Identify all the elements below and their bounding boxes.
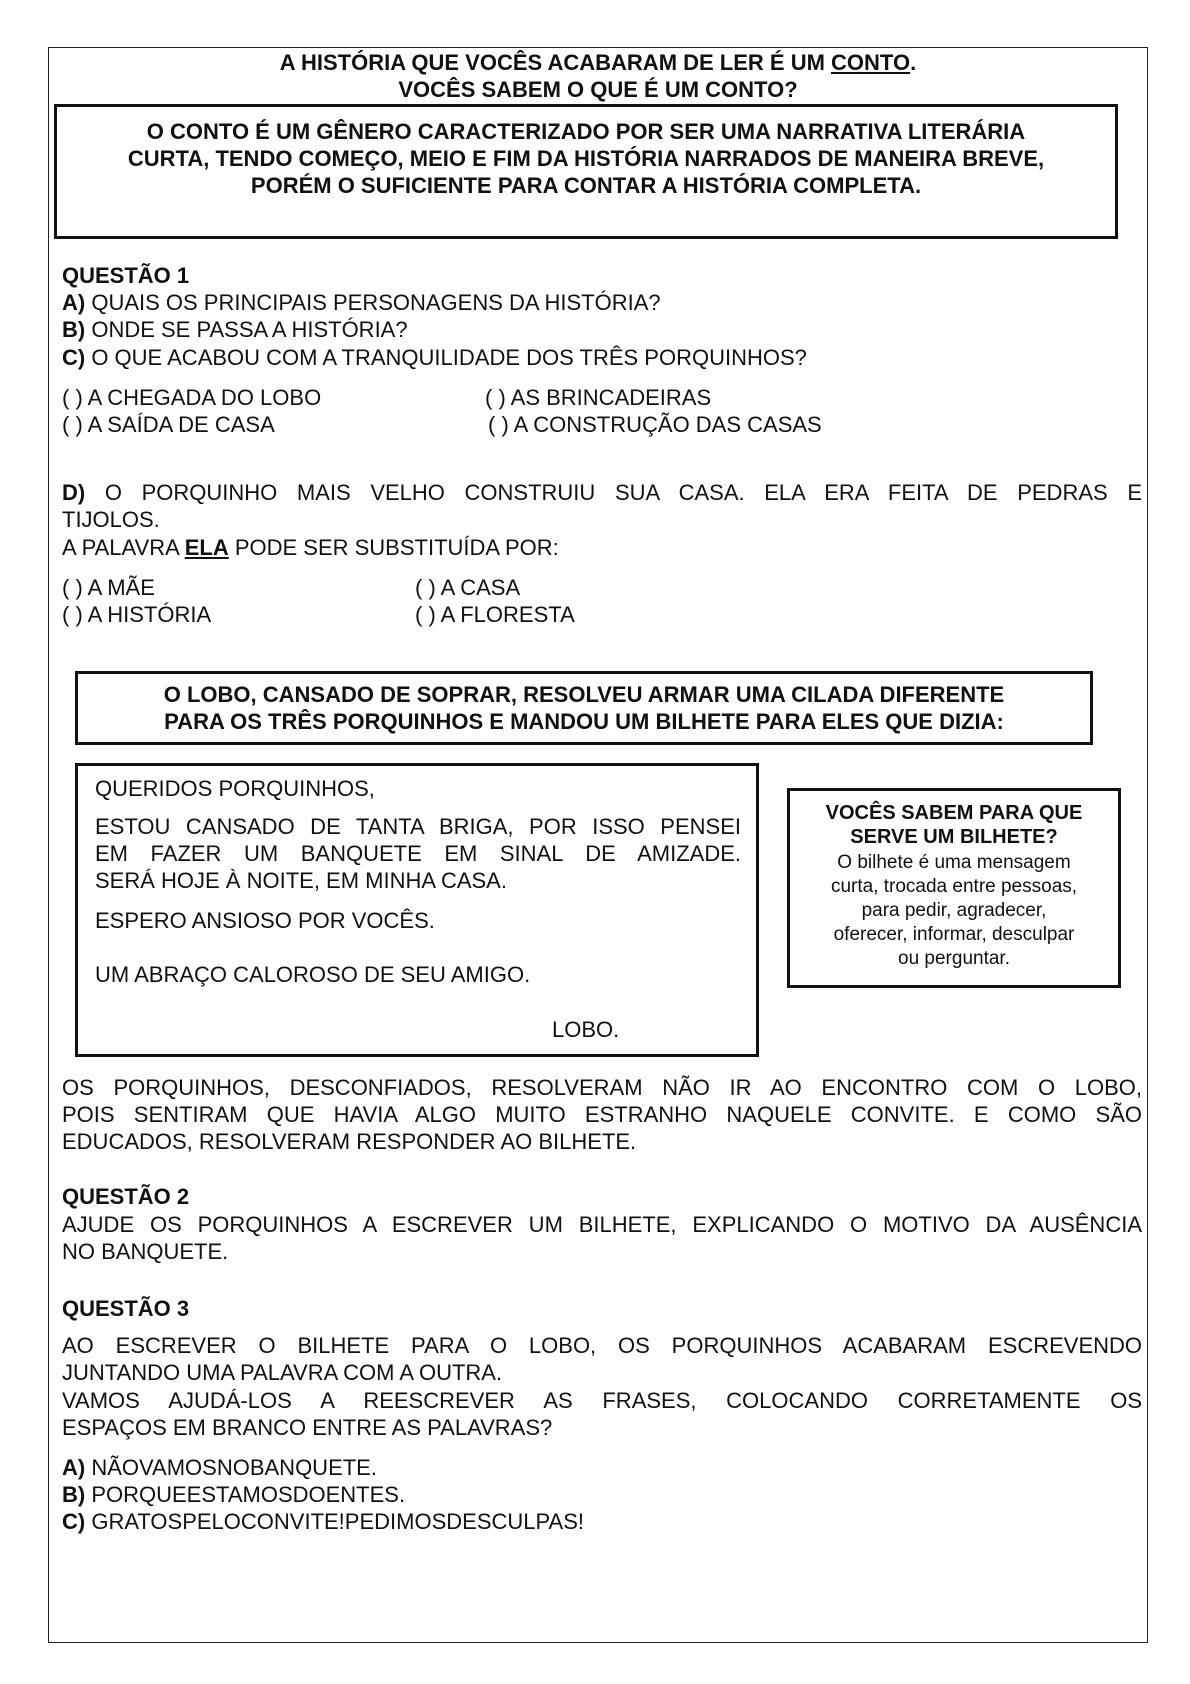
q1-option: ( ) A CONSTRUÇÃO DAS CASAS: [488, 412, 822, 437]
letter-wait: ESPERO ANSIOSO POR VOCÊS.: [95, 908, 435, 933]
q1-item-c: C) O QUE ACABOU COM A TRANQUILIDADE DOS TRÊS PORQUINHOS?: [62, 345, 807, 370]
letter-greeting: QUERIDOS PORQUINHOS,: [95, 776, 375, 801]
info-line: oferecer, informar, desculpar: [833, 924, 1075, 945]
info-title-line: VOCÊS SABEM PARA QUE: [825, 802, 1083, 824]
info-line: para pedir, agradecer,: [861, 900, 1047, 921]
q1-d-option: ( ) A HISTÓRIA: [62, 602, 212, 627]
story-paragraph-line: POIS SENTIRAM QUE HAVIA ALGO MUITO ESTRANHO NAQUELE CONVITE. E COMO SÃO: [62, 1102, 1142, 1127]
info-line: ou perguntar.: [898, 948, 1010, 969]
definition-box: [54, 104, 1118, 239]
q1-item-b: B) ONDE SE PASSA A HISTÓRIA?: [62, 317, 408, 342]
q1-item-d-line1: D) O PORQUINHO MAIS VELHO CONSTRUIU SUA CASA. ELA ERA FEITA DE PEDRAS E: [62, 480, 1142, 505]
q1-option: ( ) AS BRINCADEIRAS: [485, 385, 712, 410]
q1-item-d-line2: TIJOLOS.: [62, 507, 160, 532]
q1-d-option: ( ) A MÃE: [62, 575, 155, 600]
letter-signature: LOBO.: [552, 1017, 620, 1042]
q1-title: QUESTÃO 1: [62, 263, 190, 288]
q2-line: NO BANQUETE.: [62, 1239, 229, 1264]
wolf-line-2: PARA OS TRÊS PORQUINHOS E MANDOU UM BILHETE PARA ELES QUE DIZIA:: [164, 709, 1004, 734]
q3-item-b: B) PORQUEESTAMOSDOENTES.: [62, 1482, 406, 1507]
q1-option: ( ) A SAÍDA DE CASA: [62, 412, 275, 437]
info-box: [787, 788, 1121, 988]
q2-title: QUESTÃO 2: [62, 1184, 190, 1209]
q3-line: AO ESCREVER O BILHETE PARA O LOBO, OS PORQUINHOS ACABARAM ESCREVENDO: [62, 1333, 1142, 1358]
letter-body-line: ESTOU CANSADO DE TANTA BRIGA, POR ISSO PENSEI: [95, 814, 741, 839]
story-paragraph-line: EDUCADOS, RESOLVERAM RESPONDER AO BILHETE.: [62, 1129, 637, 1154]
letter-body-line: EM FAZER UM BANQUETE EM SINAL DE AMIZADE.: [95, 841, 741, 866]
q3-line: JUNTANDO UMA PALAVRA COM A OUTRA.: [62, 1360, 503, 1385]
q3-item-c: C) GRATOSPELOCONVITE!PEDIMOSDESCULPAS!: [62, 1509, 584, 1534]
q1-item-a: A) QUAIS OS PRINCIPAIS PERSONAGENS DA HISTÓRIA?: [62, 290, 661, 315]
q1-d-option: ( ) A FLORESTA: [415, 602, 575, 627]
info-line: O bilhete é uma mensagem: [837, 852, 1071, 873]
q1-item-d-line3: A PALAVRA ELA PODE SER SUBSTITUÍDA POR:: [62, 535, 559, 560]
wolf-box: [75, 671, 1093, 745]
letter-closing: UM ABRAÇO CALOROSO DE SEU AMIGO.: [95, 962, 531, 987]
letter-box: [75, 763, 759, 1057]
q3-line: ESPAÇOS EM BRANCO ENTRE AS PALAVRAS?: [62, 1415, 553, 1440]
definition-line: CURTA, TENDO COMEÇO, MEIO E FIM DA HISTÓRIA NARRADOS DE MANEIRA BREVE,: [127, 146, 1045, 171]
q2-line: AJUDE OS PORQUINHOS A ESCREVER UM BILHETE, EXPLICANDO O MOTIVO DA AUSÊNCIA: [62, 1212, 1142, 1237]
definition-line: PORÉM O SUFICIENTE PARA CONTAR A HISTÓRIA COMPLETA.: [250, 173, 922, 198]
header-line-1: A HISTÓRIA QUE VOCÊS ACABARAM DE LER É UM CONTO.: [279, 50, 917, 75]
header-line-2: VOCÊS SABEM O QUE É UM CONTO?: [398, 77, 798, 102]
info-line: curta, trocada entre pessoas,: [830, 876, 1078, 897]
letter-body-line: SERÁ HOJE À NOITE, EM MINHA CASA.: [95, 868, 507, 893]
info-title-line: SERVE UM BILHETE?: [850, 826, 1058, 848]
q3-title: QUESTÃO 3: [62, 1296, 190, 1321]
wolf-line-1: O LOBO, CANSADO DE SOPRAR, RESOLVEU ARMAR UMA CILADA DIFERENTE: [163, 682, 1005, 707]
q1-option: ( ) A CHEGADA DO LOBO: [62, 385, 322, 410]
q3-line: VAMOS AJUDÁ-LOS A REESCREVER AS FRASES, COLOCANDO CORRETAMENTE OS: [62, 1388, 1142, 1413]
story-paragraph-line: OS PORQUINHOS, DESCONFIADOS, RESOLVERAM NÃO IR AO ENCONTRO COM O LOBO,: [62, 1075, 1142, 1100]
definition-line: O CONTO É UM GÊNERO CARACTERIZADO POR SER UMA NARRATIVA LITERÁRIA: [146, 119, 1026, 144]
q1-d-option: ( ) A CASA: [415, 575, 521, 600]
q3-item-a: A) NÃOVAMOSNOBANQUETE.: [62, 1455, 377, 1480]
